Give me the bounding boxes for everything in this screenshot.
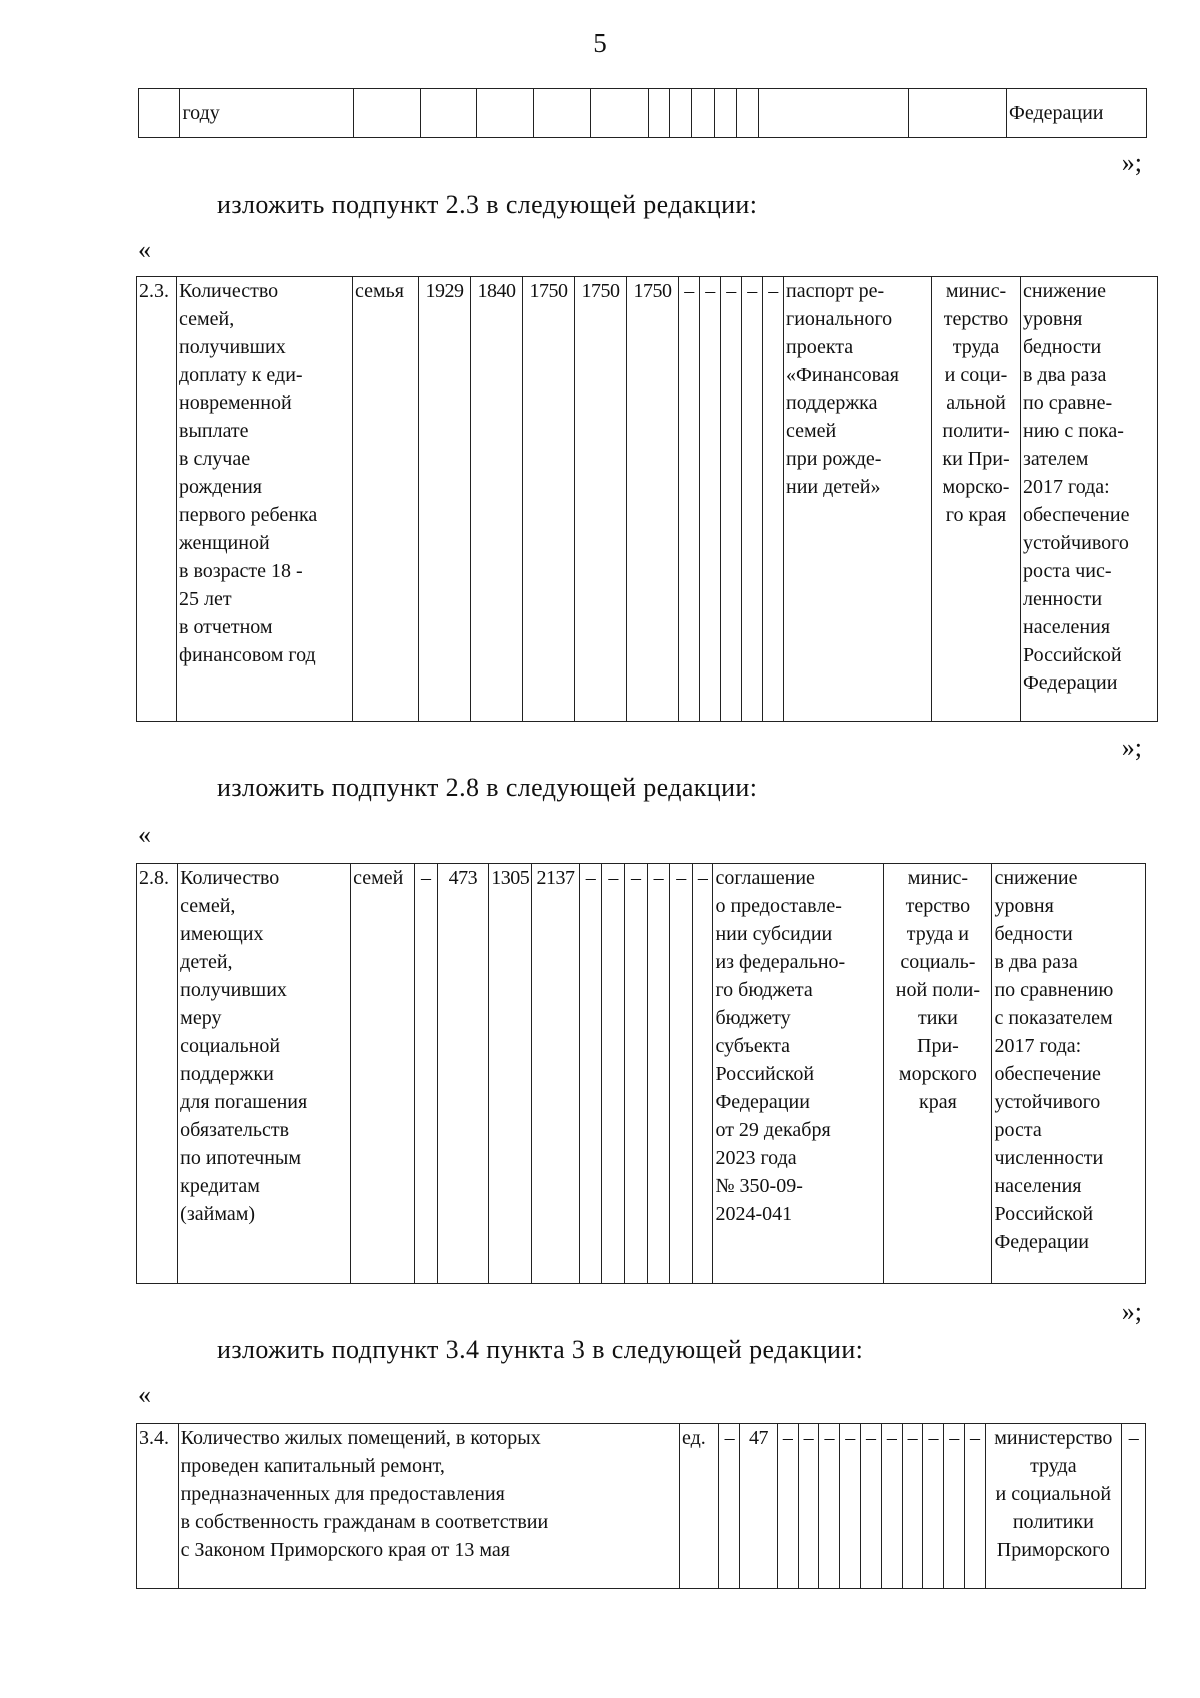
value-dash: –: [579, 864, 602, 1284]
closing-quote: »;: [1121, 733, 1142, 762]
cell-empty: [670, 89, 692, 138]
cell-empty: [590, 89, 648, 138]
cell-empty: [476, 89, 533, 138]
cell-empty: [533, 89, 590, 138]
value-dash: –: [602, 864, 625, 1284]
value: 1750: [575, 277, 627, 722]
unit: семей: [351, 864, 415, 1284]
value-dash: –: [944, 1424, 965, 1589]
goal: снижение уровня бедности в два раза по сравнению с показателем 2017 года: обеспечение устойчивого роста численности населения Российской Федерации: [992, 864, 1146, 1284]
source: соглашение о предоставле- нии субсидии из федерально- го бюджета бюджету субъекта Российской Федерации от 29 декабря 2023 года № 350-09- 2024-041: [713, 864, 884, 1284]
value: 2137: [532, 864, 579, 1284]
cell-number: [139, 89, 180, 138]
value-dash: –: [624, 864, 647, 1284]
page-number: 5: [593, 28, 607, 58]
opening-quote: «: [138, 235, 151, 264]
value: 1840: [471, 277, 523, 722]
row-number: 3.4.: [137, 1424, 179, 1589]
row-number: 2.3.: [137, 277, 177, 722]
value: 473: [437, 864, 488, 1284]
value-dash: –: [923, 1424, 944, 1589]
instruction-2-8: изложить подпункт 2.8 в следующей редакции:: [217, 773, 758, 802]
responsible: минис- терство труда и социаль- ной поли- тики При- морского края: [884, 864, 992, 1284]
cell-empty: [736, 89, 759, 138]
unit: ед.: [679, 1424, 719, 1589]
value: 47: [740, 1424, 777, 1589]
value-dash: –: [798, 1424, 819, 1589]
indicator-name: Количество семей, имеющих детей, получивших меру социальной поддержки для погашения обязательств по ипотечным кредитам (займам): [178, 864, 351, 1284]
cell-empty: [420, 89, 476, 138]
row-number: 2.8.: [137, 864, 178, 1284]
value: 1929: [419, 277, 471, 722]
cell-goal: Федерации: [1007, 89, 1147, 138]
value-dash: –: [719, 1424, 740, 1589]
cell-empty: [714, 89, 736, 138]
responsible: минис- терство труда и соци- альной полити- ки При- морско- го края: [932, 277, 1021, 722]
value: 1305: [489, 864, 532, 1284]
table-continuation: [138, 88, 1147, 138]
cell-empty: [759, 89, 908, 138]
value: –: [414, 864, 437, 1284]
value-dash: –: [964, 1424, 985, 1589]
goal: снижение уровня бедности в два раза по сравне- нию с пока- зателем 2017 года: обеспечение устойчивого роста чис- ленности населения Российской Федерации: [1021, 277, 1158, 722]
value-dash: –: [840, 1424, 861, 1589]
value-dash: –: [647, 864, 670, 1284]
table-3-4: [136, 1423, 1146, 1589]
value-dash: –: [902, 1424, 923, 1589]
cell-empty: [908, 89, 1006, 138]
table-2-3: [136, 276, 1158, 722]
value-dash: –: [1121, 1424, 1145, 1589]
value-dash: –: [742, 277, 763, 722]
value-dash: –: [670, 864, 693, 1284]
instruction-3-4: изложить подпункт 3.4 пункта 3 в следующей редакции:: [217, 1335, 864, 1364]
indicator-name: Количество жилых помещений, в которых проведен капитальный ремонт, предназначенных для предоставления в собственность гражданам в соответствии с Законом Приморского края от 13 мая: [178, 1424, 679, 1589]
cell-empty: [648, 89, 670, 138]
value-dash: –: [777, 1424, 798, 1589]
cell-empty: [692, 89, 715, 138]
instruction-2-3: изложить подпункт 2.3 в следующей редакции:: [217, 190, 758, 219]
indicator-name: Количество семей, получивших доплату к еди- новременной выплате в случае рождения первого ребенка женщиной в возрасте 18 - 25 лет в отчетном финансовом год: [177, 277, 353, 722]
opening-quote: «: [138, 1380, 151, 1409]
value-dash: –: [692, 864, 713, 1284]
cell-empty: [354, 89, 420, 138]
value-dash: –: [860, 1424, 881, 1589]
value-dash: –: [881, 1424, 902, 1589]
value: 1750: [523, 277, 575, 722]
value: 1750: [627, 277, 679, 722]
value-dash: –: [763, 277, 784, 722]
value-dash: –: [700, 277, 721, 722]
closing-quote: »;: [1121, 1297, 1142, 1326]
responsible: министерство труда и социальной политики Приморского: [985, 1424, 1121, 1589]
source: паспорт ре- гионального проекта «Финансовая поддержка семей при рожде- нии детей»: [784, 277, 932, 722]
unit: семья: [353, 277, 419, 722]
cell-name: году: [180, 89, 354, 138]
closing-quote: »;: [1121, 148, 1142, 177]
opening-quote: «: [138, 820, 151, 849]
value-dash: –: [679, 277, 700, 722]
table-2-8: [136, 863, 1146, 1284]
value-dash: –: [721, 277, 742, 722]
value-dash: –: [819, 1424, 840, 1589]
